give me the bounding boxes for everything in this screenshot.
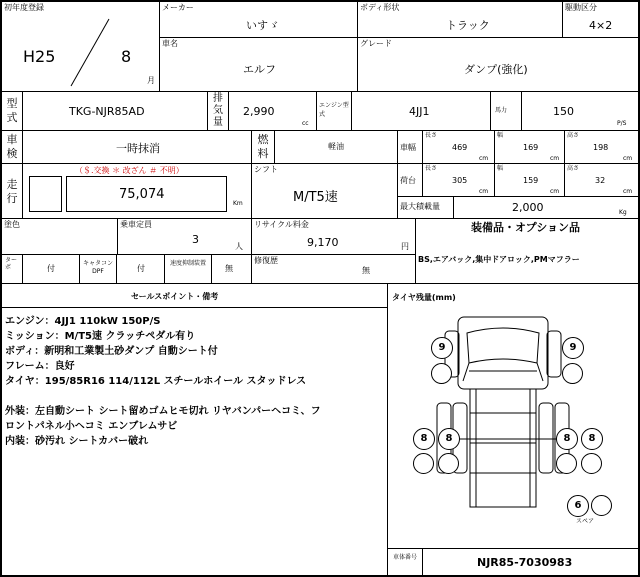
displacement-unit: cc xyxy=(302,120,309,127)
engine-value: 4JJ1 xyxy=(409,105,430,118)
cabin-height: 198 xyxy=(593,143,609,152)
tyre-rear-left-inner-2 xyxy=(438,453,459,474)
body-type-value: トラック xyxy=(446,19,490,32)
hp-value: 150 xyxy=(553,105,574,118)
cabin-length-unit: cm xyxy=(479,155,489,162)
recycle-value: 9,170 xyxy=(307,236,339,249)
recycle-label: リサイクル料金 xyxy=(254,220,309,229)
max-load-label: 最大積載量 xyxy=(400,202,440,211)
drive-label: 駆動区分 xyxy=(565,3,597,12)
catalyst-value: 付 xyxy=(137,264,145,273)
sales-line xyxy=(5,389,321,404)
shift-label: シフト xyxy=(254,165,278,174)
model-value: TKG-NJR85AD xyxy=(69,105,145,118)
tyre-rear-right-inner: 8 xyxy=(556,428,578,450)
cargo-height-unit: cm xyxy=(623,188,633,195)
sales-lines xyxy=(5,314,321,449)
max-load-value: 2,000 xyxy=(512,201,544,214)
cargo-length-label: 長さ xyxy=(425,165,438,172)
sales-line: フレーム：良好 xyxy=(5,361,75,372)
mileage-unit: Km xyxy=(233,200,243,207)
tyre-front-left-2 xyxy=(431,363,452,384)
mileage-label: 走行 xyxy=(6,178,18,205)
cargo-width-label: 幅 xyxy=(497,165,504,172)
limiter-label-cell xyxy=(164,254,212,284)
displacement-value: 2,990 xyxy=(243,105,275,118)
equipment-value: BS,エアバック,集中ドアロック,PMマフラー xyxy=(418,255,580,264)
car-name-label: 車名 xyxy=(162,39,178,48)
registration-label: 初年度登録 xyxy=(4,3,44,12)
tyre-front-right: 9 xyxy=(562,337,584,359)
tyre-title: タイヤ残量(mm) xyxy=(392,293,456,302)
fuel-value: 軽油 xyxy=(328,142,344,151)
capacity-unit: 人 xyxy=(235,242,243,251)
cabin-width: 169 xyxy=(523,143,539,152)
engine-label: エンジン型式 xyxy=(319,102,349,118)
chassis-label: 車体番号 xyxy=(393,554,418,561)
equipment-label: 装備品・オプション品 xyxy=(471,221,581,234)
max-load-unit: Kg xyxy=(619,209,627,216)
paint-label: 塗色 xyxy=(4,220,20,229)
repair-value: 無 xyxy=(362,266,370,275)
tyre-spare-2 xyxy=(591,495,612,516)
model-label: 型式 xyxy=(6,97,18,124)
capacity-label: 乗車定員 xyxy=(120,220,152,229)
cargo-length: 305 xyxy=(452,176,468,185)
repair-label: 修復歴 xyxy=(254,256,278,265)
catalyst-label: キャタコン DPF xyxy=(82,260,113,275)
registration-month-unit: 月 xyxy=(147,76,155,85)
displacement-label: 排気量 xyxy=(213,93,223,128)
inspection-value: 一時抹消 xyxy=(116,142,160,155)
tyre-spare: 6 xyxy=(567,495,589,517)
sales-line: タイヤ：195/85R16 114/112L スチールホイール スタッドレス xyxy=(5,376,307,387)
grade-value: ダンプ(強化) xyxy=(464,63,528,76)
cabin-length: 469 xyxy=(452,143,468,152)
tyre-front-right-2 xyxy=(562,363,583,384)
cabin-height-label: 高さ xyxy=(567,132,580,139)
shift-value: M/T5速 xyxy=(293,190,338,205)
registration-divider xyxy=(1,1,160,92)
sales-line: 内装：砂汚れ シートカバー破れ xyxy=(5,436,149,447)
registration-month: 8 xyxy=(121,47,132,66)
mileage-mark-box xyxy=(29,176,62,212)
cabin-length-label: 長さ xyxy=(425,132,438,139)
limiter-label: 速度抑制装置 xyxy=(169,260,206,267)
cargo-height: 32 xyxy=(595,176,606,185)
cargo-label: 荷台 xyxy=(400,176,416,185)
cargo-length-unit: cm xyxy=(479,188,489,195)
mileage-warning: （＄.交換 ＊ 改ざん ＃ 不明） xyxy=(75,166,184,175)
inspection-label: 車検 xyxy=(6,133,18,160)
cargo-height-label: 高さ xyxy=(567,165,580,172)
tyre-rear-left-outer-2 xyxy=(413,453,434,474)
cargo-width-unit: cm xyxy=(550,188,560,195)
body-type-label: ボディ形状 xyxy=(360,3,400,12)
maker-label: メーカー xyxy=(162,3,194,12)
sales-title: セールスポイント・備考 xyxy=(131,292,219,301)
chassis-value: NJR85-7030983 xyxy=(477,556,573,569)
turbo-label: ターボ xyxy=(5,257,18,271)
car-name-value: エルフ xyxy=(243,63,276,76)
turbo-value: 付 xyxy=(47,264,55,273)
tyre-rear-left-outer: 8 xyxy=(413,428,435,450)
sales-line: 外装：左自動シート シート留めゴムヒモ切れ リヤバンパーヘコミ、フ xyxy=(5,406,321,417)
sales-line: エンジン：4JJ1 110kW 150P/S xyxy=(5,316,161,327)
sales-line: ボディ：新明和工業製土砂ダンプ 自動シート付 xyxy=(5,346,218,357)
sales-line: ロントパネル小ヘコミ エンブレムサビ xyxy=(5,421,178,432)
limiter-value: 無 xyxy=(225,264,233,273)
hp-label: 馬力 xyxy=(495,107,508,114)
sales-line: ミッション：M/T5速 クラッチペダル有り xyxy=(5,331,196,342)
tyre-rear-right-outer: 8 xyxy=(581,428,603,450)
recycle-unit: 円 xyxy=(401,242,409,251)
cabin-width-unit: cm xyxy=(550,155,560,162)
fuel-label: 燃料 xyxy=(257,133,269,160)
cabin-width-label: 幅 xyxy=(497,132,504,139)
tyre-front-left: 9 xyxy=(431,337,453,359)
capacity-value: 3 xyxy=(192,233,199,246)
mileage-value: 75,074 xyxy=(119,187,165,202)
grade-label: グレード xyxy=(360,39,392,48)
max-load-value-cell xyxy=(453,196,639,219)
tyre-rear-left-inner: 8 xyxy=(438,428,460,450)
tyre-rear-right-outer-2 xyxy=(581,453,602,474)
tyre-spare-label: スペア xyxy=(576,518,595,525)
cabin-height-unit: cm xyxy=(623,155,633,162)
cargo-width: 159 xyxy=(523,176,539,185)
cabin-label: 車幅 xyxy=(400,143,416,152)
hp-unit: P/S xyxy=(617,120,627,127)
registration-year: H25 xyxy=(23,47,56,66)
maker-value: いすゞ xyxy=(246,19,279,32)
tyre-rear-right-inner-2 xyxy=(556,453,577,474)
drive-value: 4×2 xyxy=(589,19,613,32)
